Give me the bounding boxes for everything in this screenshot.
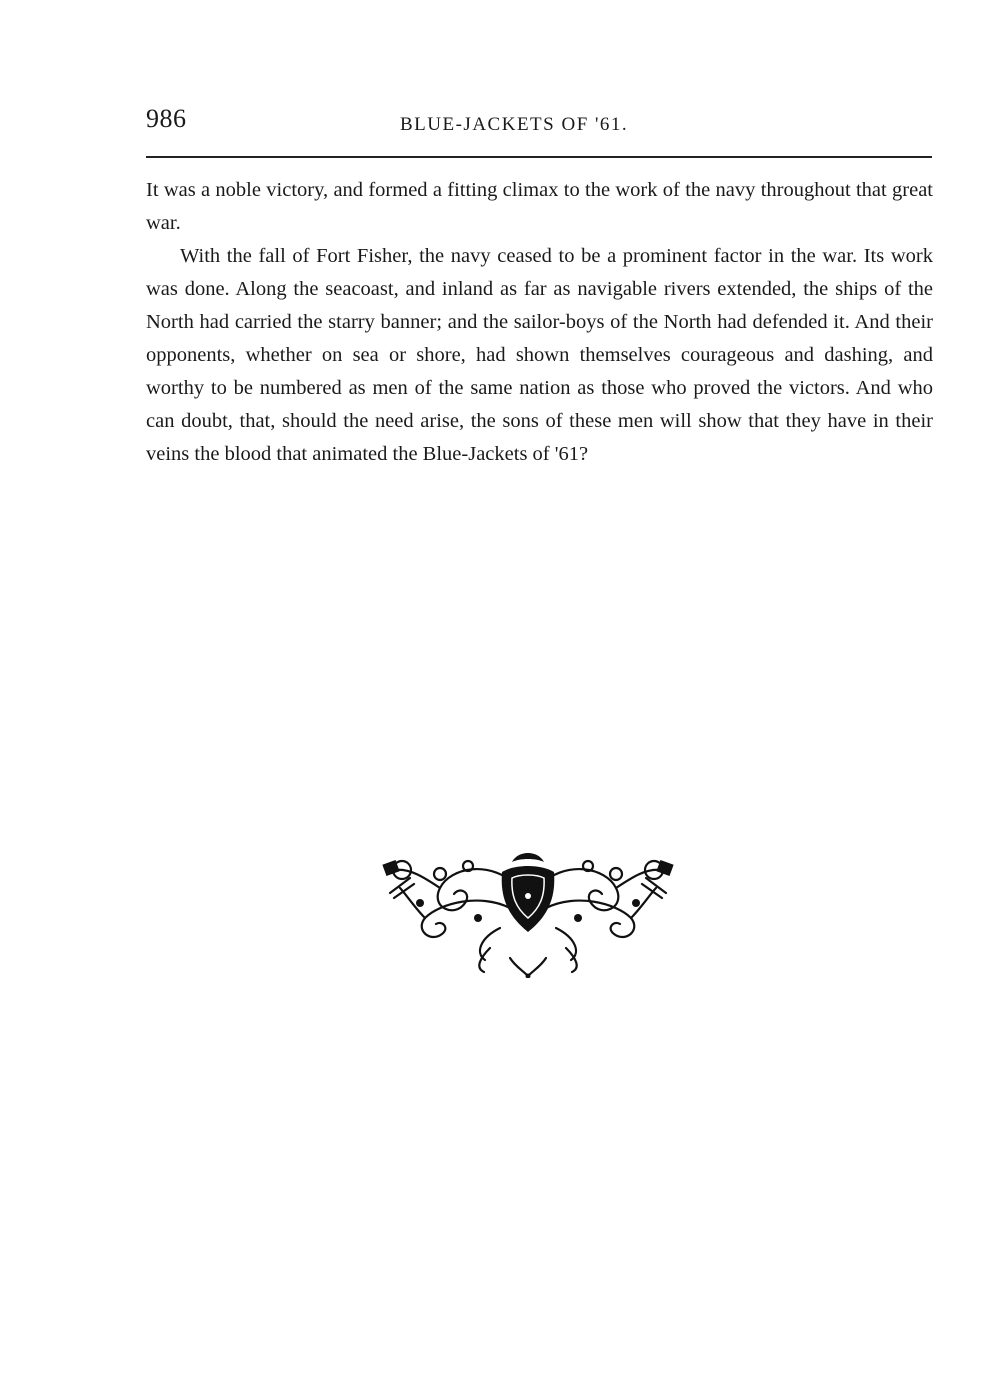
page-number: 986 [146, 104, 187, 133]
running-title: BLUE-JACKETS OF '61. [400, 114, 629, 135]
floral-tailpiece-icon [380, 848, 676, 978]
paragraph-2: With the fall of Fort Fisher, the navy ceased to be a prominent factor in the war. Its work was done. Along the seacoast, and inland as far as navigable rivers extended, the ships of the North had carried the starry banner; and the sailor-boys of the North had defended it. And their opponents, whether on sea or shore, had shown themselves courageous and dashing, and worthy to be numbered as men of the same nation as those who proved the victors. And who can doubt, that, should the need arise, the sons of these men will show that they have in their veins the blood that animated the Blue-Jackets of '61? [146, 245, 933, 465]
header-rule [146, 156, 932, 158]
paragraph-1: It was a noble victory, and formed a fitting climax to the work of the navy throughout that great war. [146, 179, 933, 234]
body-text [146, 174, 933, 471]
